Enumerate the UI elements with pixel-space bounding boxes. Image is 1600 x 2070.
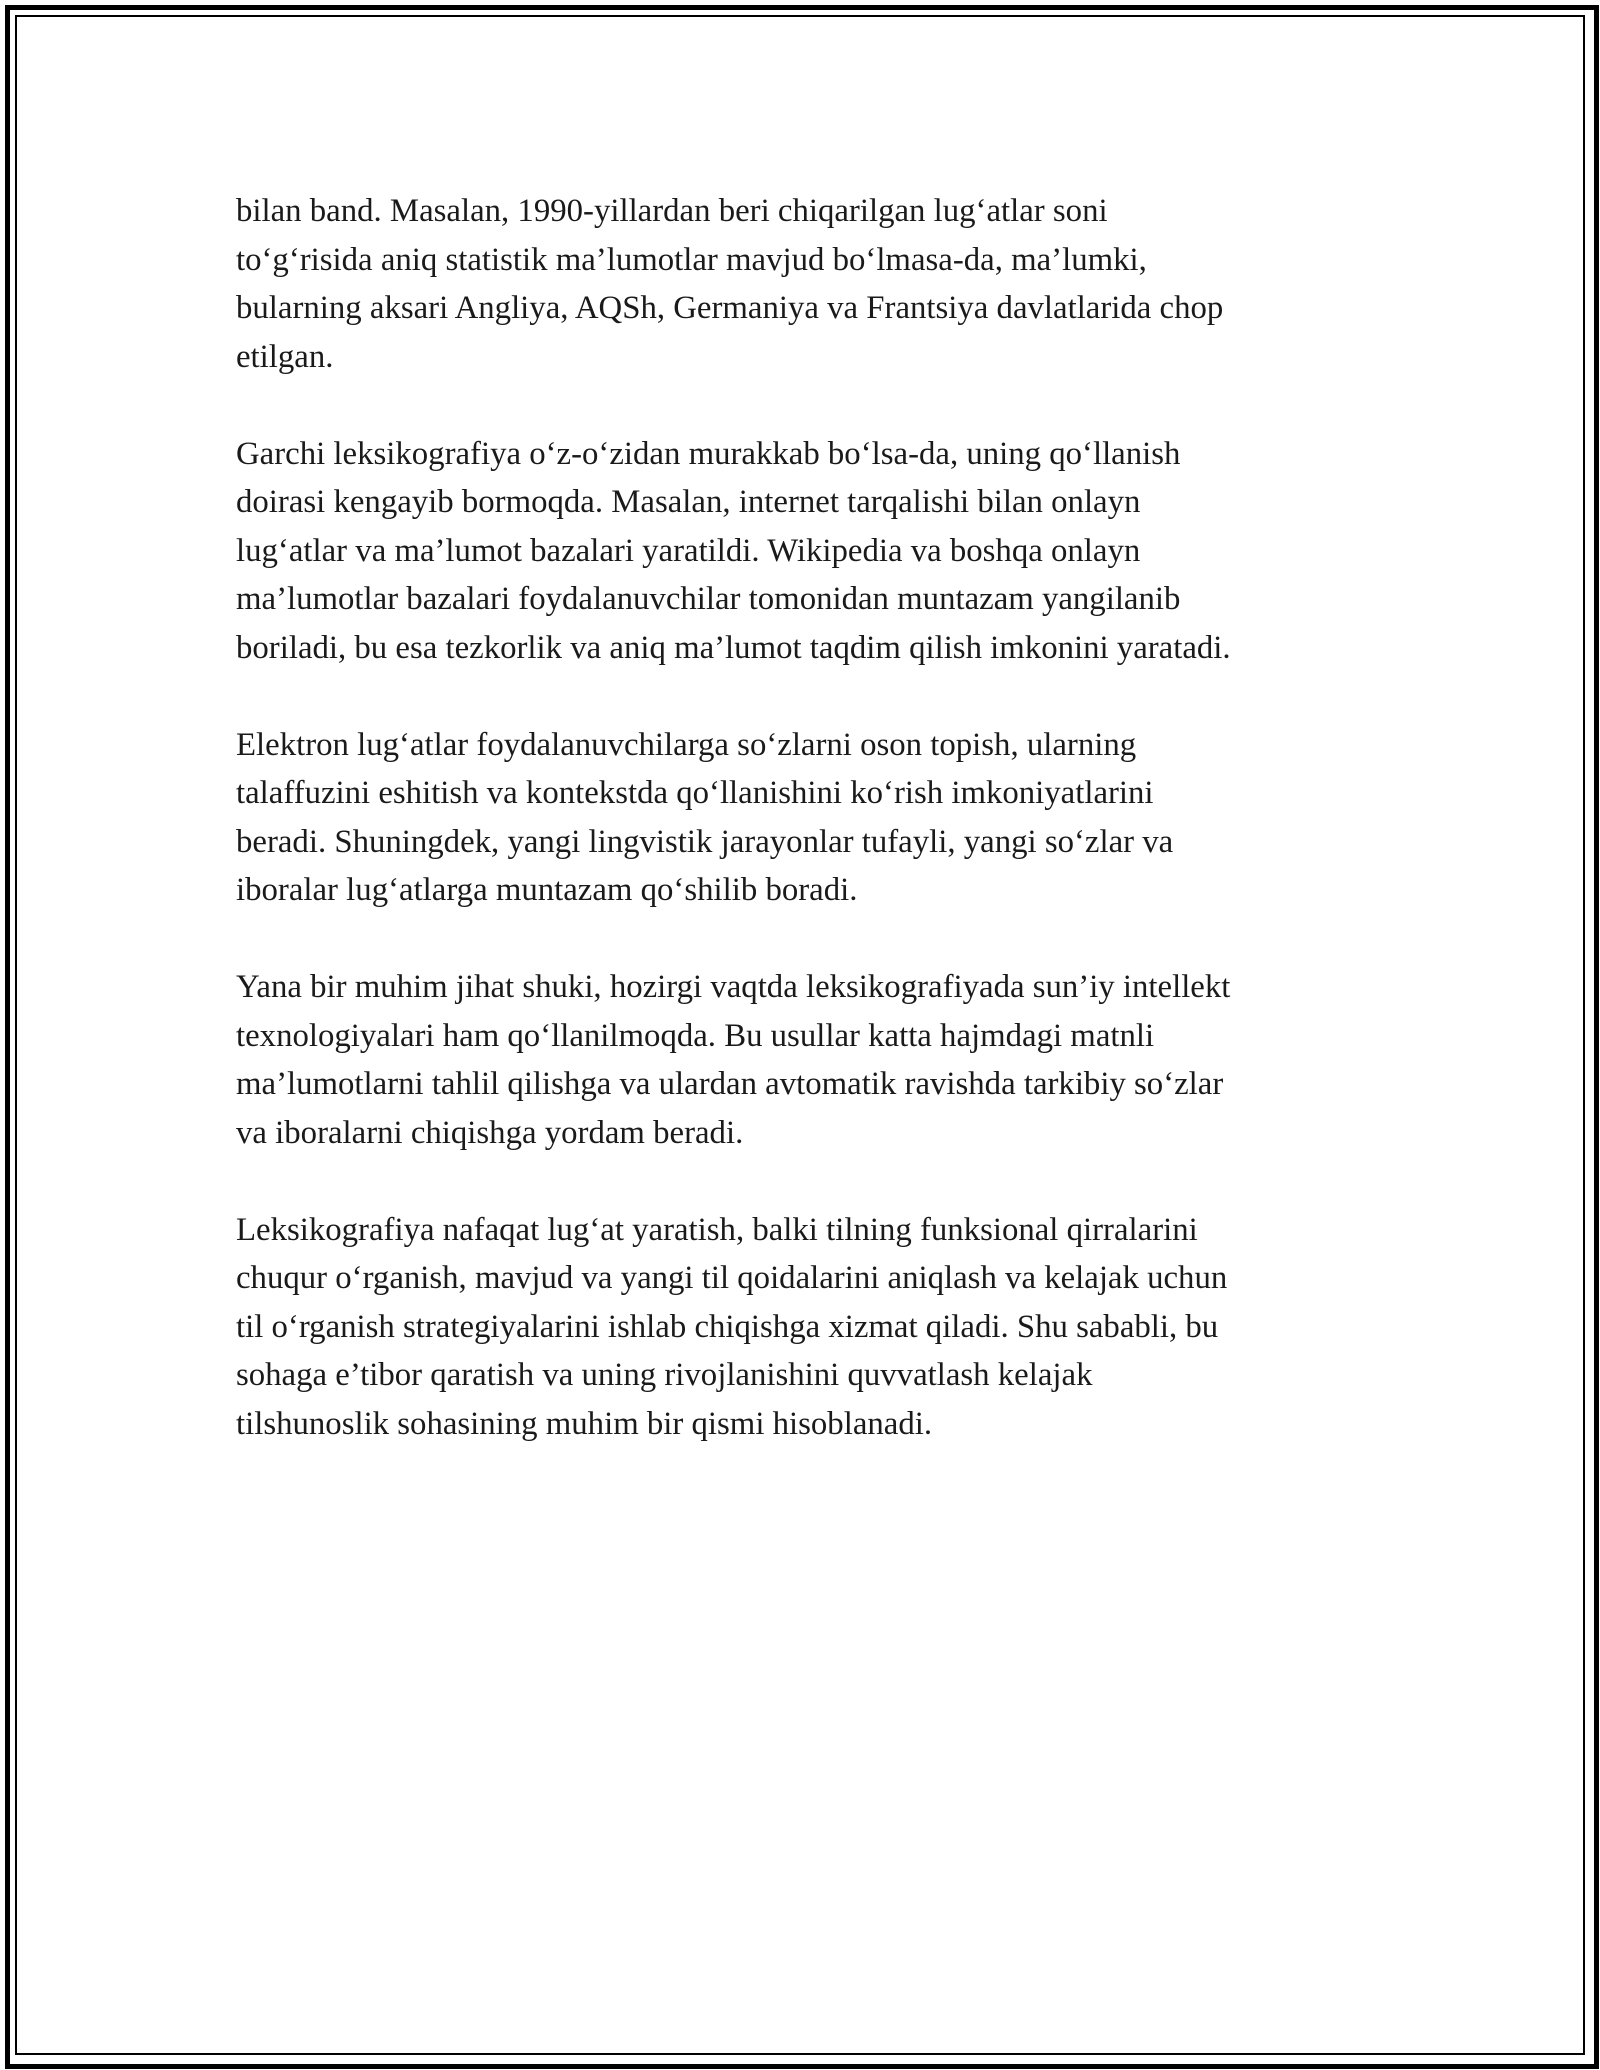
text-line: bilan band. Masalan, 1990-yillardan beri chiqarilgan lug‘atlar soni (236, 193, 1108, 229)
text-line: doirasi kengayib bormoqda. Masalan, internet tarqalishi bilan onlayn (236, 484, 1141, 520)
text-line: va iboralarni chiqishga yordam beradi. (236, 1114, 744, 1151)
document-body (236, 187, 1366, 1497)
text-line: chuqur o‘rganish, mavjud va yangi til qoidalarini aniqlash va kelajak uchun (236, 1260, 1228, 1296)
text-line: lug‘atlar va ma’lumot bazalari yaratildi. Wikipedia va boshqa onlayn (236, 532, 1141, 569)
text-line: talaffuzini eshitish va kontekstda qo‘llanishini ko‘rish imkoniyatlarini (236, 775, 1154, 811)
text-line: ma’lumotlar bazalari foydalanuvchilar tomonidan muntazam yangilanib (236, 581, 1181, 617)
paragraph-4 (236, 963, 1366, 1157)
paragraph-2 (236, 430, 1366, 673)
text-line: tilshunoslik sohasining muhim bir qismi hisoblanadi. (236, 1405, 933, 1442)
text-line: Leksikografiya nafaqat lug‘at yaratish, balki tilning funksional qirralarini (236, 1211, 1198, 1248)
text-line: to‘g‘risida aniq statistik ma’lumotlar mavjud bo‘lmasa-da, ma’lumki, (236, 241, 1147, 278)
text-line: ma’lumotlarni tahlil qilishga va ulardan avtomatik ravishda tarkibiy so‘zlar (236, 1066, 1224, 1102)
text-line: sohaga e’tibor qaratish va uning rivojlanishini quvvatlash kelajak (236, 1357, 1093, 1393)
paragraph-1 (236, 187, 1366, 381)
text-line: Garchi leksikografiya o‘z-o‘zidan murakkab bo‘lsa-da, uning qo‘llanish (236, 435, 1181, 472)
text-line: bularning aksari Angliya, AQSh, Germaniya va Frantsiya davlatlarida chop (236, 290, 1224, 326)
text-line: Yana bir muhim jihat shuki, hozirgi vaqtda leksikografiyada sun’iy intellekt (236, 969, 1231, 1005)
paragraph-5 (236, 1206, 1366, 1449)
paragraph-3 (236, 721, 1366, 915)
text-line: iboralar lug‘atlarga muntazam qo‘shilib boradi. (236, 872, 858, 908)
text-line: texnologiyalari ham qo‘llanilmoqda. Bu usullar katta hajmdagi matnli (236, 1017, 1155, 1054)
text-line: boriladi, bu esa tezkorlik va aniq ma’lumot taqdim qilish imkonini yaratadi. (236, 629, 1231, 666)
text-line: til o‘rganish strategiyalarini ishlab chiqishga xizmat qiladi. Shu sababli, bu (236, 1308, 1219, 1345)
text-line: beradi. Shuningdek, yangi lingvistik jarayonlar tufayli, yangi so‘zlar va (236, 823, 1174, 860)
text-line: etilgan. (236, 338, 334, 375)
text-line: Elektron lug‘atlar foydalanuvchilarga so‘zlarni oson topish, ularning (236, 726, 1137, 763)
